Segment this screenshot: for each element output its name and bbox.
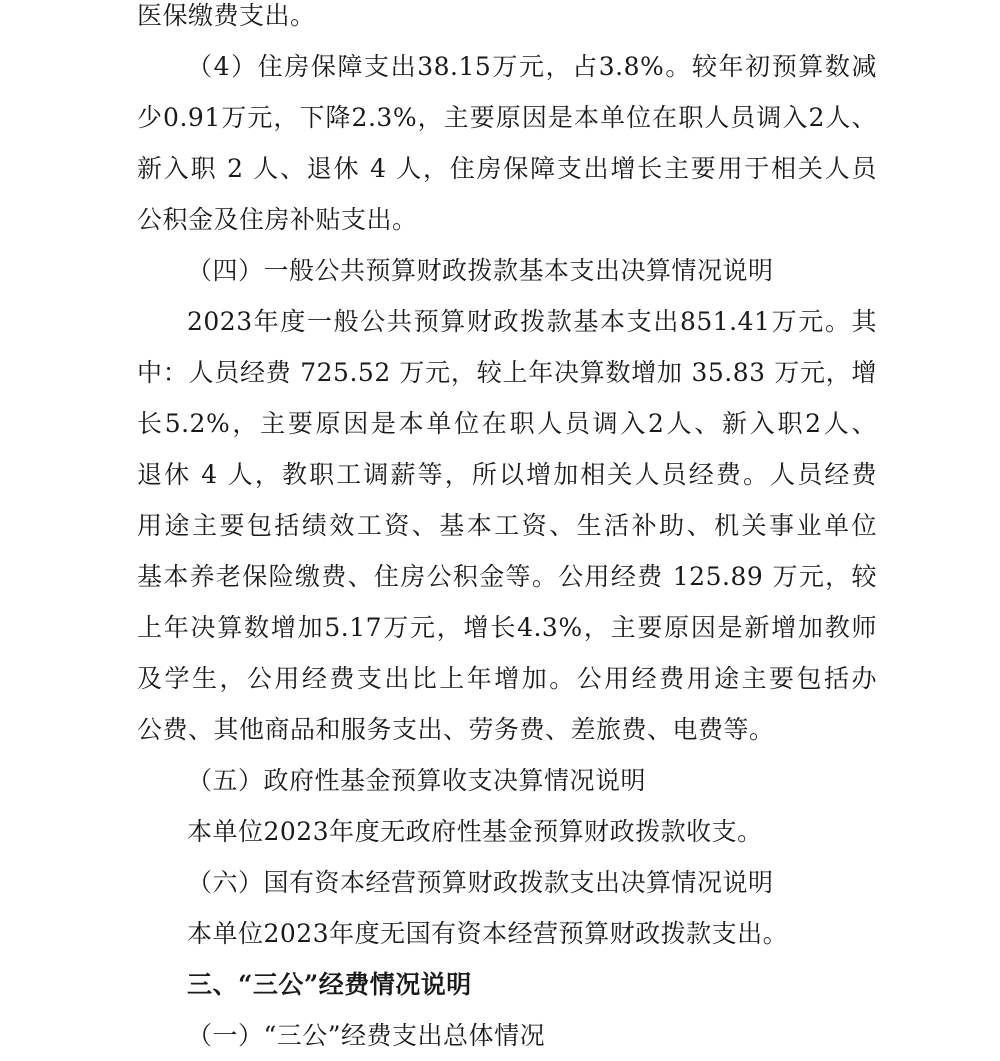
document-page (137, 0, 877, 1061)
paragraph-line: 基本养老保险缴费、住房公积金等。公用经费 125.89 万元，较 (137, 562, 877, 591)
paragraph-line: 医保缴费支出。 (137, 1, 316, 30)
paragraph-line: 本单位2023年度无国有资本经营预算财政拨款支出。 (187, 919, 789, 948)
paragraph-line: 2023年度一般公共预算财政拨款基本支出851.41万元。其 (187, 307, 877, 336)
paragraph-line: 中：人员经费 725.52 万元，较上年决算数增加 35.83 万元，增 (137, 358, 877, 387)
paragraph-line: 及学生，公用经费支出比上年增加。公用经费用途主要包括办 (137, 664, 877, 693)
section-heading: （六）国有资本经营预算财政拨款支出决算情况说明 (187, 868, 774, 897)
paragraph-line: 退休 4 人，教职工调薪等，所以增加相关人员经费。人员经费 (137, 460, 877, 489)
paragraph-line: 少0.91万元，下降2.3%，主要原因是本单位在职人员调入2人、 (137, 103, 877, 132)
paragraph-line: 新入职 2 人、退休 4 人，住房保障支出增长主要用于相关人员 (137, 154, 877, 183)
section-heading: （四）一般公共预算财政拨款基本支出决算情况说明 (187, 256, 774, 285)
section-heading: （一）“三公”经费支出总体情况 (187, 1021, 546, 1050)
paragraph-line: 用途主要包括绩效工资、基本工资、生活补助、机关事业单位 (137, 511, 877, 540)
paragraph-line: 公积金及住房补贴支出。 (137, 205, 418, 234)
paragraph-line: （4）住房保障支出38.15万元，占3.8%。较年初预算数减 (187, 52, 877, 81)
section-heading: （五）政府性基金预算收支决算情况说明 (187, 766, 647, 795)
chapter-heading: 三、“三公”经费情况说明 (187, 970, 472, 999)
paragraph-line: 上年决算数增加5.17万元，增长4.3%，主要原因是新增加教师 (137, 613, 877, 642)
paragraph-line: 公费、其他商品和服务支出、劳务费、差旅费、电费等。 (137, 715, 775, 744)
paragraph-line: 本单位2023年度无政府性基金预算财政拨款收支。 (187, 817, 763, 846)
paragraph-line: 长5.2%，主要原因是本单位在职人员调入2人、新入职2人、 (137, 409, 877, 438)
